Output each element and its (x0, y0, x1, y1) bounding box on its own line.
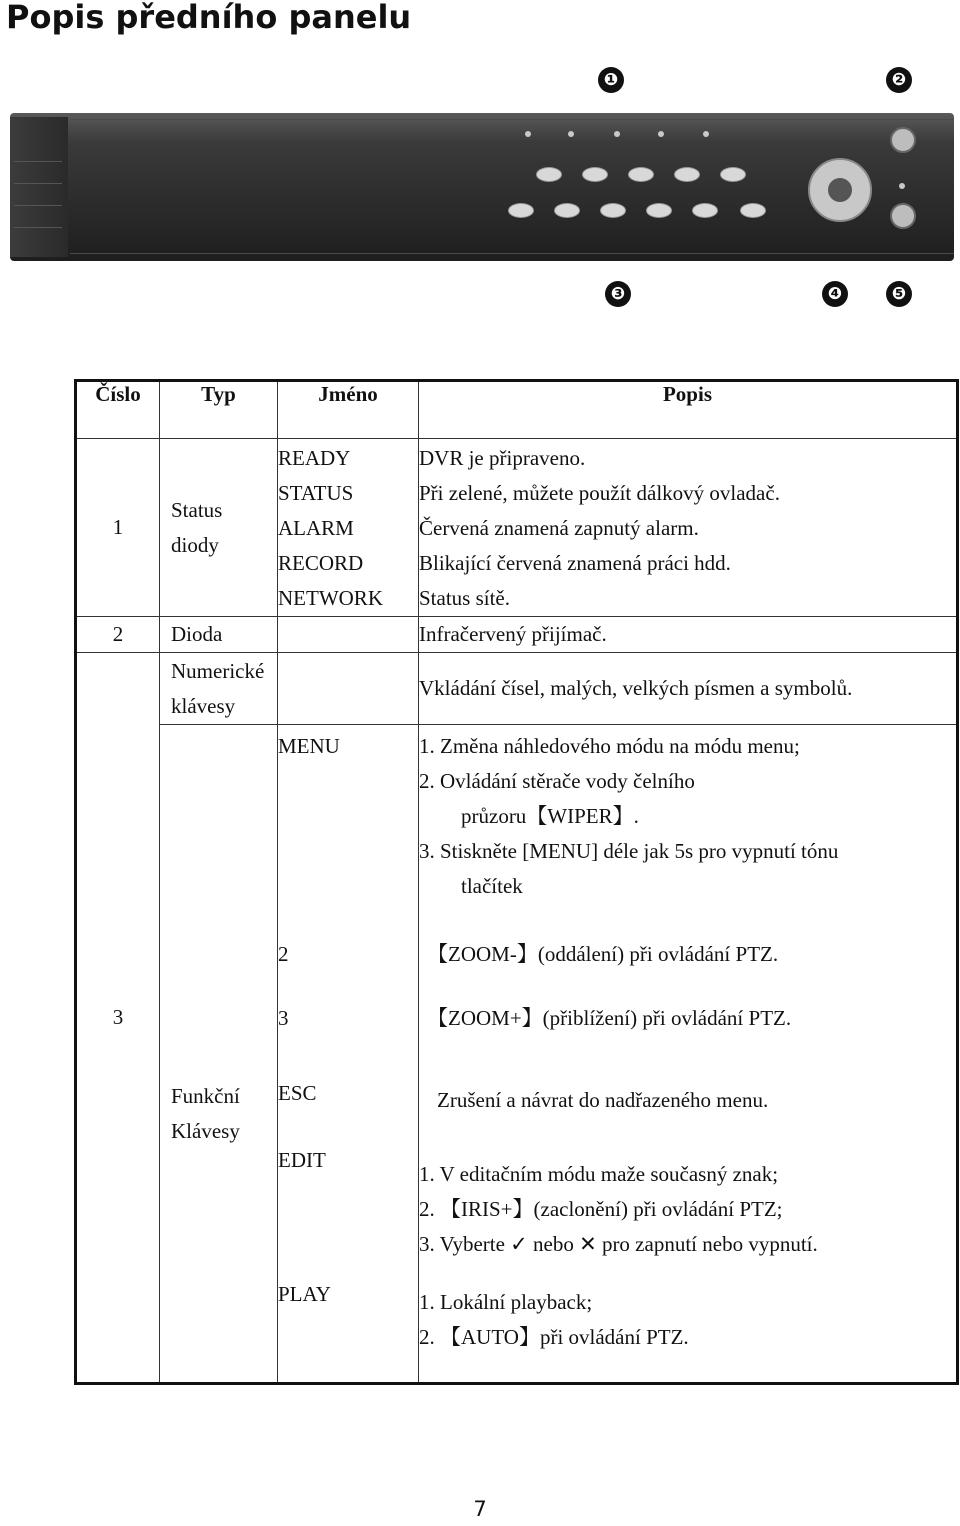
row-type: Dioda (160, 617, 278, 653)
desc-line: DVR je připraveno. (419, 446, 586, 470)
panel-key (508, 203, 534, 218)
header-cislo: Číslo (76, 381, 160, 439)
row-description: Vkládání čísel, malých, velkých písmen a symbolů. (419, 653, 958, 725)
key-description: 【ZOOM+】(přiblížení) při ovládání PTZ. (419, 987, 958, 1051)
led-ready (525, 131, 531, 137)
desc-line: 1. Lokální playback; (419, 1289, 593, 1314)
key-description (419, 725, 958, 923)
row-name-empty (278, 617, 419, 653)
power-button (890, 203, 916, 229)
key-description (419, 1137, 958, 1275)
type-line: klávesy (171, 693, 236, 718)
key-description: Zrušení a návrat do nadřazeného menu. (419, 1051, 958, 1137)
table-row (76, 617, 958, 653)
header-jmeno: Jméno (278, 381, 419, 439)
table-header-row (76, 381, 958, 439)
panel-key (536, 167, 562, 182)
key-name: 2 (278, 923, 419, 987)
page-number: 7 (473, 1497, 487, 1521)
description-table (74, 379, 959, 1385)
desc-line: 2. Ovládání stěrače vody čelního (419, 769, 695, 793)
row-type (160, 725, 278, 1384)
panel-key (740, 203, 766, 218)
name-status: STATUS (278, 481, 354, 505)
desc-line: 2. 【IRIS+】(zaclonění) při ovládání PTZ; (419, 1196, 783, 1221)
row-name-empty (278, 653, 419, 725)
key-name: ESC (278, 1051, 419, 1137)
row-number: 3 (76, 653, 160, 1384)
panel-key (582, 167, 608, 182)
row-number: 2 (76, 617, 160, 653)
row-number: 1 (76, 439, 160, 617)
row-description: Infračervený přijímač. (419, 617, 958, 653)
key-description: 【ZOOM-】(oddálení) při ovládání PTZ. (419, 923, 958, 987)
type-line: diody (171, 532, 219, 557)
header-popis: Popis (419, 381, 958, 439)
desc-line: 2. 【AUTO】při ovládání PTZ. (419, 1324, 689, 1349)
desc-line: Při zelené, můžete použít dálkový ovladač. (419, 481, 780, 505)
panel-key (646, 203, 672, 218)
type-line: Status (171, 497, 223, 522)
name-record: RECORD (278, 551, 364, 575)
marker-4: ❹ (822, 281, 848, 307)
key-name: 3 (278, 987, 419, 1051)
table-row (76, 653, 958, 725)
desc-line: 3. Vyberte ✓ nebo ✕ pro zapnutí nebo vypnutí. (419, 1231, 818, 1256)
direction-pad (808, 158, 872, 222)
marker-1: ❶ (598, 67, 624, 93)
row-descriptions (419, 439, 958, 617)
panel-key (554, 203, 580, 218)
type-line: Numerické (171, 658, 265, 683)
led-record (658, 131, 664, 137)
table-row (76, 439, 958, 617)
type-line: Klávesy (171, 1118, 240, 1143)
panel-key (720, 167, 746, 182)
desc-line: průzoru【WIPER】. (461, 804, 639, 828)
panel-dot (899, 183, 905, 189)
panel-key (600, 203, 626, 218)
desc-line: Blikající červená znamená práci hdd. (419, 551, 731, 575)
desc-line: 1. Změna náhledového módu na módu menu; (419, 734, 800, 758)
row-type (160, 653, 278, 725)
desc-line: Červená znamená zapnutý alarm. (419, 516, 699, 540)
desc-line: Status sítě. (419, 586, 511, 610)
marker-2: ❷ (886, 67, 912, 93)
led-status (568, 131, 574, 137)
panel-key (692, 203, 718, 218)
marker-5: ❺ (886, 281, 912, 307)
led-network (703, 131, 709, 137)
desc-line: tlačítek (461, 874, 523, 898)
type-line: Funkční (171, 1083, 240, 1108)
panel-left-bay (10, 117, 68, 257)
header-typ: Typ (160, 381, 278, 439)
ir-receiver (890, 127, 916, 153)
name-ready: READY (278, 446, 351, 470)
name-alarm: ALARM (278, 516, 354, 540)
key-name: PLAY (278, 1275, 419, 1384)
page-title: Popis předního panelu (6, 0, 412, 36)
key-description (419, 1275, 958, 1384)
row-names (278, 439, 419, 617)
key-name: EDIT (278, 1137, 419, 1275)
led-alarm (614, 131, 620, 137)
name-network: NETWORK (278, 586, 383, 610)
table-row (76, 725, 958, 923)
dvr-front-panel-image (10, 113, 954, 261)
panel-key (674, 167, 700, 182)
desc-line: 1. V editačním módu maže současný znak; (419, 1161, 779, 1186)
key-name: MENU (278, 725, 419, 923)
desc-line: 3. Stiskněte [MENU] déle jak 5s pro vypnutí tónu (419, 839, 839, 863)
row-type (160, 439, 278, 617)
marker-3: ❸ (605, 281, 631, 307)
panel-key (628, 167, 654, 182)
